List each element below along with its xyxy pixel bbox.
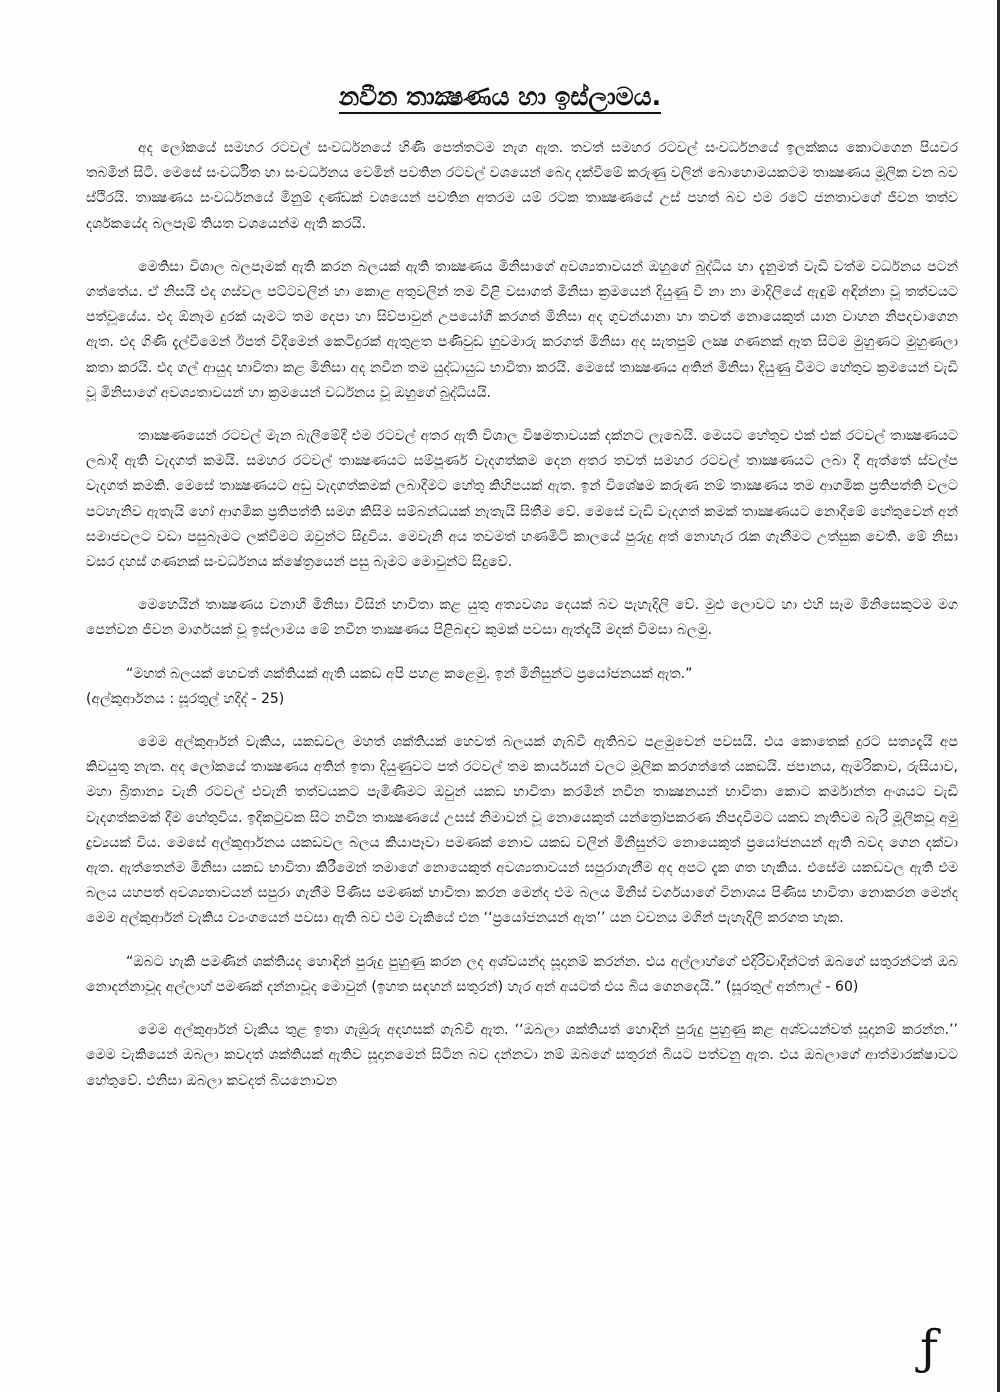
title-text: නවීන තාක්‍ෂණය හා ඉස්ලාමය. <box>339 82 661 114</box>
page-number-mark: ƒ <box>920 1320 938 1376</box>
paragraph-6: මෙම අල්කුර්ආන් වැකිය තුළ ඉතා ගැඹුරු අදහසක් ගැබ්වී ඇත. ‘‘ඔබලා ශක්තියත් හොඳින් පුරුදු පුහුණු කළ අශ්වයන්වත් සූදානම් කරන්න.’’ මෙම වැකියෙන් ඔබලා කවදත් ශක්තියක් ඇතිව සූදානමෙන් සිටින බව දන්නවා නම් ඔබගේ සතුරන් බියට පත්වනු ඇත. එය ඔබලාගේ ආත්මාරක්ෂාවට හේතුවේ. එනිසා ඔබලා කවදත් බියනොවන <box>86 1022 958 1089</box>
quote-1: “මහත් බලයක් හෙවත් ශක්තියක් ඇති යකඩ අපි පහළ කළෙමු. ඉන් මිනිසුන්ට ප්‍රයෝජනයක් ඇත.” <box>126 665 693 682</box>
page-title <box>0 80 1000 114</box>
paragraph-2: මෙතිසා විශාල බලපෑමක් ඇති කරන බලයක් ඇති තාක්‍ෂණය මිනිසාගේ අවශ්‍යතාවයන් ඔහුගේ බුද්ධිය හා දැනුමත් වැඩි වත්ම වර්ධනය පටන් ගත්තේය. ඒ නිසයි එද ගස්වල පට්ටවලින් හා කොළ අතුවලින් තම විළි වසාගත් මිනිසා ක්‍රමයෙන් දියුණු වී නා නා මාදිලියේ ඇඳුම් අඳින්නා වූ තත්වයට පත්වූයේය. එද ඕනෑම දුරක් යෑමට තම දෙපා හා සිව්පාවුන් උපයෝගී කරගත් මිනිසා අද ගුවන්යානා හා තවත් නොයෙකුත් යාන වාහන නිපදවාගෙන ඇත. එද ගිණි දැල්වීමෙන් ඊපත් විදීමෙන් කෙටිදුරක් ඇතුළත පණිවුඩ හුවමාරු කරගත් මිනිසා අද සැතපුම් ලක්‍ෂ ගණනක් ඈත සිටම මුහුණට මුහුණලා කතා කරයි. එද ගල් ආයුද භාවිතා කළ මිනිසා අද නවීන තම යුද්ධායුධ භාවිතා කරයි. මෙසේ තාක්‍ෂණය අතින් මිනිසා දියුණු වීමට හේතුව ක්‍රමයෙන් වැඩි වූ මිනිසාගේ අවශ්‍යතාවයන් හා ක්‍රමයෙන් වර්ධනය වූ ඔහුගේ බුද්ධියයි. <box>86 258 959 401</box>
paragraph-4: මෙහෙයින් තාක්‍ෂණය වනාහී මිනිසා විසින් භාවිතා කළ යුතු අත්‍යවශ්‍ය දෙයක් බව පැහැදිලි වේ. මුළු ලොවට හා එහි සෑම මිනිසෙකුටම මග පෙන්වන ජීවන මාර්ගයක් වූ ඉස්ලාමය මේ නවීන තාක්‍ෂණය පිළිබඳව කුමක් පවසා ඇත්දැයි මදක් විමසා බලමු. <box>86 597 958 639</box>
quote-1-reference: (අල්කුර්ආනය : සූරතුල් හදීද් - 25) <box>86 690 285 707</box>
paragraph-1: අද ලෝකයේ සමහර රටවල් සංවර්ධනයේ හිණි පෙත්තටම නැග ඇත. තවත් සමහර රටවල් සංවර්ධනයේ ඉලක්කය කොටගෙන පියවර තබමින් සිටී. මෙසේ සංවර්ධිත හා සංවර්ධනය වෙමින් පවතින රටවල් වශයෙන් බෙදා දක්වීමේ කරුණු වලින් බොහොමයකටම තාක්‍ෂණය මූලික වන බව ස්ථිරයි. තාක්‍ෂණය සංවර්ධනයේ මිනුම් දණ්ඩක් වශයෙන් පවතින අතරම යම් රටක තාක්‍ෂණයේ උස් පහත් බව එම රටේ ජනතාවගේ ජීවන තත්ව දර්ශකයේද බලපෑම් තියත වශයෙන්ම ඇති කරයි. <box>86 140 958 232</box>
paragraph-5: මෙම අල්කුර්ආන් වැකිය, යකඩවල මහත් ශක්තියක් හෙවත් බලයක් ගැබ්වී ඇතිබව පළමුවෙන් පවසයි. එය කොතෙක් දුරට සත්‍යදැයි අප කිවයුතු නැත. අද ලෝකයේ තාක්‍ෂණය අතින් ඉතා දියුණුවට පත් රටවල් තම කාර්යයන් වලට මූලික කරගත්තේ යකඩයි. ජපානය, ඇමරිකාව, රුසියාව, මහා බ්‍රිතාන්‍ය වැනි රටවල් එවැනි තත්වයකට පැමිණීමට ඔවුන් යකඩ භාවිතා කරමින් නවීන තාක්‍ෂනයන් භාවිතා කොට කර්මාන්ත අංශයට වැඩි වැදගත්කමක් දීම හේතුවිය. ඉදිකටුවක සිට නවීන තාක්‍ෂණයේ උසස් නිමාවන් වූ නොයෙකුත් යන්ත්‍රෝපකරණ නිපදවීමට යකඩ නැතිවම බැරි මූලිකවූ අමු ද්‍රව්‍යයක් විය. මෙසේ අල්කුර්ආනය යකඩවල බලය කියාපෑවා පමණක් නොව යකඩ වලින් මිනිසුන්ට නොයෙකුත් ප්‍රයෝජනයන් ඇති බවද ගෙන දක්වා ඇත. ඇත්තෙන්ම මිනිසා යකඩ භාවිතා කිරීමෙන් තමාගේ නොයෙකුත් අවශ්‍යතාවයන් සපුරාගැනීම අද අපට දැක ගත හැකිය. එසේම යකඩවල ඇති එම බලය යහපත් අවශ්‍යතාවයන් සපුරා ගැනීම පිණිස පමණක් භාවිතා කරන මෙන්ද එම බලය මිනිස් වර්ගයාගේ විනාශය පිණිස භාවිතා නොකරන මෙන්ද මෙම අල්කුර්ආන් වැකිය ව්‍යංගයෙන් පවසා ඇති බව එම වැකියේ එන ‘‘ප්‍රයෝජනයන් ඇත’’ යන වචනය මගින් පැහැදිලි කරගත හැක. <box>86 734 958 927</box>
document-body <box>86 136 958 1112</box>
quote-2: “ඔබට හැකි පමණින් ශක්තියද හොඳින් පුරුදු පුහුණු කරන ලද අශ්වයන්ද සූදානම් කරන්න. එය අල්ලාහ්ගේ එදිරිවාදීන්ටත් ඔබගේ සතුරන්ටත් ඔබ නොදන්නාවූද අල්ලාහ් පමණක් දන්නාවූද මොවුන් (ඉහත සඳහන් සතුරන්) හැර අන් අයටත් එය බිය ගෙනදෙයි.” (සූරතුල් අන්ෆාල් - 60) <box>86 953 958 995</box>
paragraph-3: තාක්‍ෂණයෙන් රටවල් මැන බැලීමේදී එම රටවල් අතර ඇති විශාල විෂමතාවයක් දක්නට ලැබෙයි. මෙයට හේතුව එක් එක් රටවල් තාක්‍ෂණයට ලබාදී ඇති වැදගත් කමයි. සමහර රටවල් තාක්‍ෂණයට සම්පූර්ණ වැදගත්කම දෙන අතර තවත් සමහර රටවල් තාක්‍ෂණයට ලබා දී ඇත්තේ ස්වල්ප වැදගත් කමකි. මෙසේ තාක්‍ෂණයට අඩු වැදගත්කමක් ලබාදීමට හේතු කිහිපයක් ඇත. ඉන් විශේෂම කරුණ නම් තාක්‍ෂණය තම ආගමික ප්‍රතිපත්ති වලට පටහැනිව ඇතැයි හෝ ආගමික ප්‍රතිපත්ති සමග කිසිම සම්බන්ධයක් නැතැයි සිතීම වේ. මෙසේ වැඩි වැදගත් කමක් තාක්‍ෂණයට නොදීමේ හේතුවෙන් අන් සමාජවලට වඩා පසුබෑමට ලක්වීමට ඔවුන්ට සිදුවිය. මෙවැනි අය තවමත් හණමිටි කාලයේ පුරුදු අත් නොහැර රැක ගැනීමට උත්සුක වෙති. මේ නිසා වසර දහස් ගණනක් සංවර්ධනය ක්ෂේත්‍රයෙන් පසු බෑමට මොවුන්ට සිදුවේ. <box>86 428 958 571</box>
